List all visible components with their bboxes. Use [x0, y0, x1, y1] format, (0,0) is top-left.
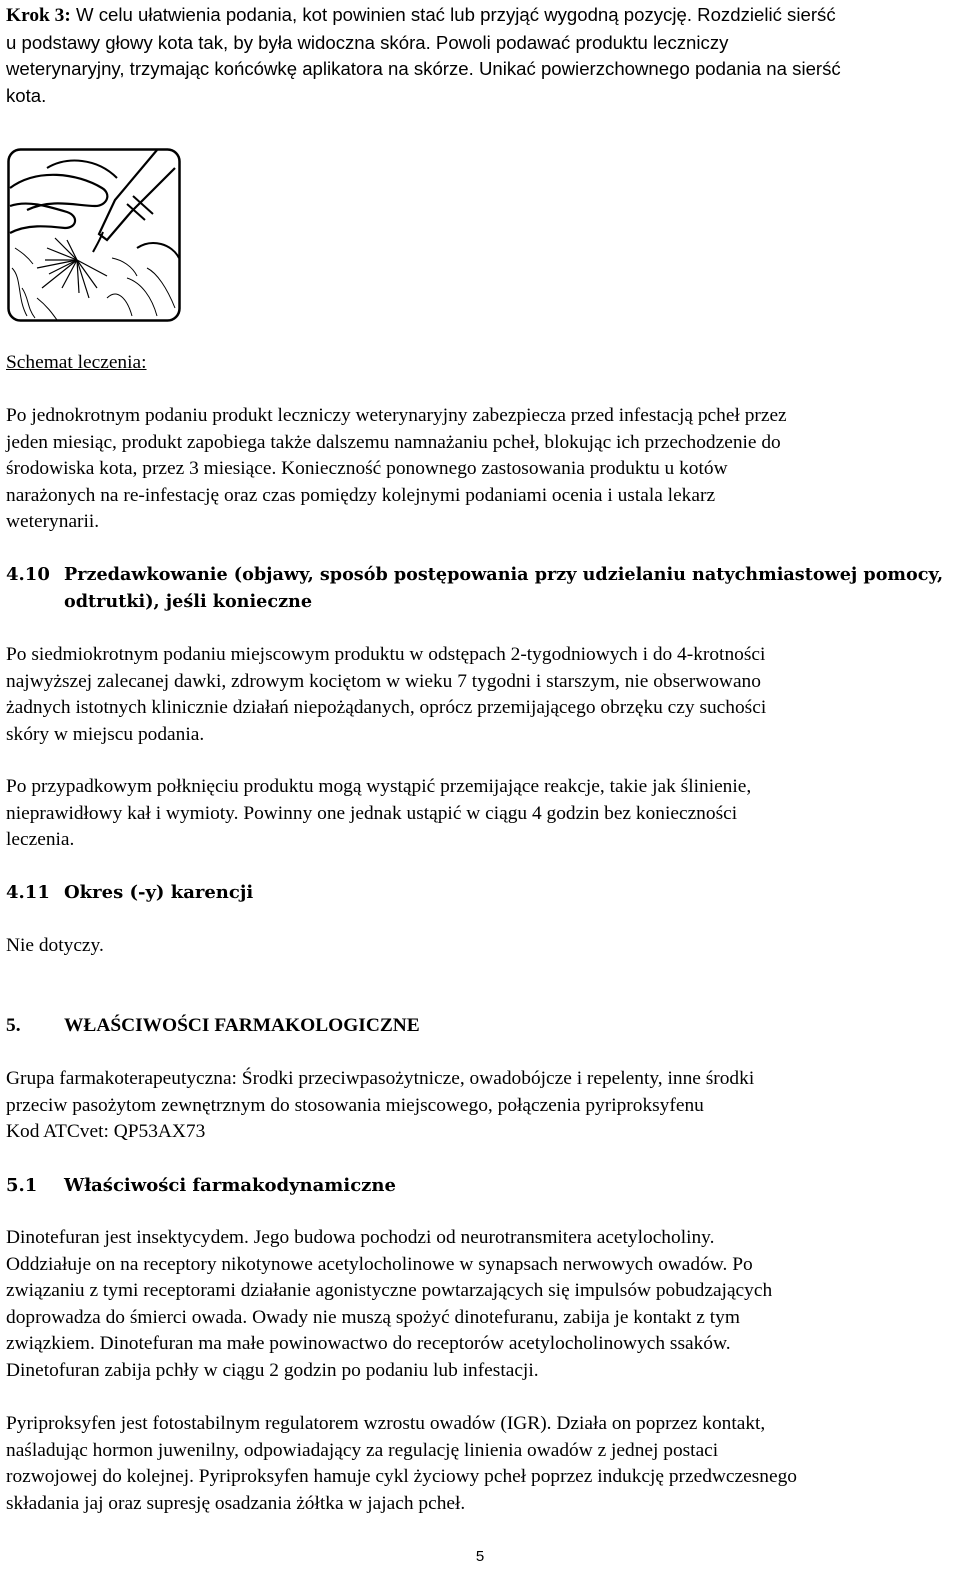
- paragraph-line: związkiem. Dinotefuran ma małe powinowactwo do receptorów acetylocholinowych ssaków.: [6, 1333, 731, 1355]
- paragraph-line: Po siedmiokrotnym podaniu miejscowym produktu w odstępach 2-tygodniowych i do 4-krotności: [6, 644, 766, 665]
- treatment-schedule-heading: [6, 350, 956, 377]
- paragraph-line: rozwojowej do kolejnej. Pyriproksyfen hamuje cykl życiowy pcheł poprzez indukcję przedwczesnego: [6, 1466, 797, 1488]
- pharmacotherapeutic-group: [6, 1066, 956, 1146]
- section-number: 5.: [6, 1015, 21, 1036]
- page-number: 5: [475, 1548, 485, 1565]
- schedule-line: weterynarii.: [6, 511, 100, 533]
- section-number: 5.1: [6, 1175, 38, 1196]
- schedule-line: narażonych na re-infestację oraz czas pomiędzy kolejnymi podaniami ocenia i ustala lekarz: [6, 484, 716, 506]
- step3-line-4: kota.: [6, 84, 47, 106]
- section-title-line-2: odtrutki), jeśli konieczne: [64, 591, 313, 612]
- paragraph-line: najwyższej zalecanej dawki, zdrowym kociętom w wieku 7 tygodni i starszym, nie obserwowano: [6, 670, 761, 692]
- step3-line-3: weterynaryjny, trzymając końcówkę aplikatora na skórze. Unikać powierzchownego podania na sierść: [6, 58, 841, 80]
- applicator-illustration-icon: [7, 148, 181, 322]
- step3-line-1-text: W celu ułatwienia podania, kot powinien stać lub przyjąć wygodną pozycję. Rozdzielić sierść: [70, 4, 836, 25]
- overdose-paragraph-1: [6, 642, 956, 748]
- atc-code: Kod ATCvet: QP53AX73: [6, 1121, 206, 1143]
- treatment-schedule-paragraph: [6, 403, 956, 536]
- schedule-line: Po jednokrotnym podaniu produkt leczniczy weterynaryjny zabezpiecza przed infestacją pcheł przez: [6, 405, 787, 426]
- schedule-line: środowiska kota, przez 3 miesiące. Konieczność ponownego zastosowania produktu u kotów: [6, 458, 728, 480]
- step3-line-1: [6, 2, 956, 30]
- step3-label: Krok 3:: [6, 5, 71, 26]
- section-title: WŁAŚCIWOŚCI FARMAKOLOGICZNE: [64, 1015, 420, 1036]
- paragraph-line: leczenia.: [6, 829, 75, 851]
- step3-line-2: u podstawy głowy kota tak, by była widoczna skóra. Powoli podawać produktu leczniczy: [6, 31, 729, 53]
- paragraph-line: przeciw pasożytom zewnętrznym do stosowania miejscowego, połączenia pyriproksyfenu: [6, 1094, 704, 1116]
- paragraph-line: Dinetofuran zabija pchły w ciągu 2 godzin po podaniu lub infestacji.: [6, 1359, 539, 1381]
- paragraph-line: Grupa farmakoterapeutyczna: Środki przeciwpasożytnicze, owadobójcze i repelenty, inne środki: [6, 1068, 755, 1089]
- paragraph-line: Oddziałuje on na receptory nikotynowe acetylocholinowe w synapsach nerwowych owadów. Po: [6, 1253, 753, 1275]
- section-title: Właściwości farmakodynamiczne: [64, 1175, 396, 1196]
- section-number: 4.10: [6, 564, 50, 585]
- paragraph-line: doprowadza do śmierci owada. Owady nie muszą spożyć dinotefuranu, zabija je kontakt z tym: [6, 1306, 740, 1328]
- paragraph-line: Dinotefuran jest insektycydem. Jego budowa pochodzi od neurotransmitera acetylocholiny.: [6, 1227, 715, 1248]
- paragraph-line: naśladując hormon juwenilny, odpowiadający za regulację linienia owadów z jednej postaci: [6, 1439, 719, 1461]
- pharmacodynamics-paragraph-2: [6, 1411, 956, 1517]
- section-number: 4.11: [6, 882, 50, 903]
- section-title: Okres (-y) karencji: [64, 882, 254, 903]
- paragraph-line: skóry w miejscu podania.: [6, 723, 205, 745]
- schedule-heading-text: Schemat leczenia:: [6, 352, 147, 373]
- withdrawal-period-body: [6, 933, 956, 960]
- section-title-line-1: Przedawkowanie (objawy, sposób postępowania przy udzielaniu natychmiastowej pomocy,: [64, 564, 944, 585]
- pharmacodynamics-paragraph-1: [6, 1225, 956, 1385]
- paragraph-line: Nie dotyczy.: [6, 935, 104, 956]
- paragraph-line: składania jaj oraz supresję osadzania żółtka w jajach pcheł.: [6, 1492, 466, 1514]
- overdose-paragraph-2: [6, 774, 956, 854]
- schedule-line: jeden miesiąc, produkt zapobiega także dalszemu namnażaniu pcheł, blokując ich przechodzenie do: [6, 431, 781, 453]
- paragraph-line: Po przypadkowym połknięciu produktu mogą wystąpić przemijające reakcje, takie jak ślinienie,: [6, 776, 752, 797]
- step3-paragraph: [6, 2, 956, 109]
- paragraph-line: żadnych istotnych klinicznie działań niepożądanych, oprócz przemijającego obrzęku czy suchości: [6, 697, 767, 719]
- paragraph-line: związaniu z tymi receptorami działanie agonistyczne powtarzających się impulsów pobudzających: [6, 1280, 773, 1302]
- paragraph-line: nieprawidłowy kał i wymioty. Powinny one jednak ustąpić w ciągu 4 godzin bez konieczności: [6, 802, 738, 824]
- paragraph-line: Pyriproksyfen jest fotostabilnym regulatorem wzrostu owadów (IGR). Działa on poprzez kontakt,: [6, 1413, 766, 1434]
